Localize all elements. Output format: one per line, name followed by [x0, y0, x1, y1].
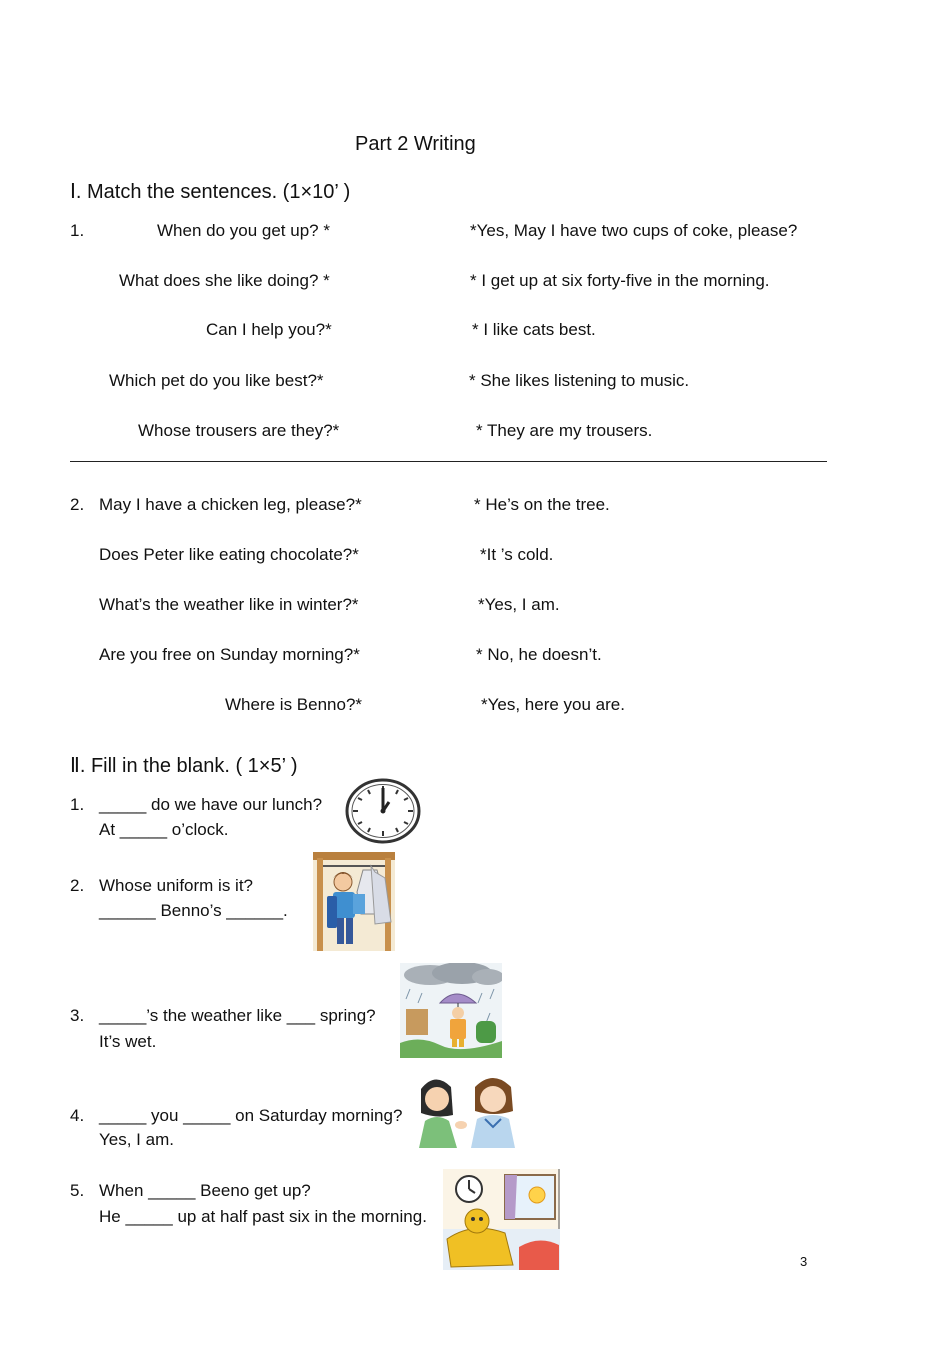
match-left-item: When do you get up? *	[157, 221, 330, 240]
blank-item-line: _____ you _____ on Saturday morning?	[99, 1106, 403, 1125]
blank-item-number: 1.	[70, 795, 85, 814]
match-left-item: What’s the weather like in winter?*	[99, 595, 359, 614]
morning-wakeup-picture	[443, 1169, 560, 1270]
match-right-item: *Yes, here you are.	[481, 695, 625, 714]
group-2-number: 2.	[70, 495, 85, 514]
match-right-item: *Yes, I am.	[478, 595, 560, 614]
blank-item-line: He _____ up at half past six in the morning.	[99, 1207, 427, 1226]
blank-item-line: When _____ Beeno get up?	[99, 1181, 311, 1200]
match-left-item: May I have a chicken leg, please?*	[99, 495, 362, 514]
uniform-picture	[313, 852, 395, 951]
blank-item-line: _____’s the weather like ___ spring?	[99, 1006, 376, 1025]
match-left-item: Whose trousers are they?*	[138, 421, 340, 440]
blank-item-line: Yes, I am.	[99, 1130, 174, 1149]
page-title: Part 2 Writing	[355, 133, 476, 155]
blank-item-line: It’s wet.	[99, 1032, 157, 1051]
blank-item-number: 3.	[70, 1006, 85, 1025]
clock-icon	[345, 778, 423, 844]
divider-line	[70, 461, 827, 462]
match-left-item: Where is Benno?*	[225, 695, 363, 714]
match-right-item: *Yes, May I have two cups of coke, please?	[470, 221, 798, 240]
match-left-item: Which pet do you like best?*	[109, 371, 324, 390]
match-right-item: * He’s on the tree.	[474, 495, 610, 514]
match-left-item: Does Peter like eating chocolate?*	[99, 545, 359, 564]
two-girls-picture	[415, 1069, 517, 1148]
blank-item-number: 4.	[70, 1106, 85, 1125]
blank-item-line: _____ do we have our lunch?	[99, 795, 323, 814]
match-right-item: * I get up at six forty-five in the morning.	[470, 271, 770, 290]
match-left-item: Are you free on Sunday morning?*	[99, 645, 360, 664]
match-right-item: * They are my trousers.	[476, 421, 653, 440]
blank-item-line: ______ Benno’s ______.	[99, 901, 288, 920]
page-number: 3	[800, 1254, 808, 1269]
match-right-item: *It ’s cold.	[480, 545, 554, 564]
match-right-item: * No, he doesn’t.	[476, 645, 602, 664]
blank-item-line: Whose uniform is it?	[99, 876, 253, 895]
blank-item-number: 2.	[70, 876, 85, 895]
match-left-item: What does she like doing? *	[119, 271, 330, 290]
section-2-heading: Ⅱ. Fill in the blank. ( 1×5’ )	[70, 755, 298, 777]
match-right-item: * She likes listening to music.	[469, 371, 690, 390]
blank-item-number: 5.	[70, 1181, 85, 1200]
section-1-heading: Ⅰ. Match the sentences. (1×10’ )	[70, 181, 351, 203]
rainy-weather-picture	[400, 963, 502, 1058]
blank-item-line: At _____ o’clock.	[99, 820, 229, 839]
match-left-item: Can I help you?*	[206, 320, 332, 339]
group-1-number: 1.	[70, 221, 85, 240]
match-right-item: * I like cats best.	[472, 320, 596, 339]
